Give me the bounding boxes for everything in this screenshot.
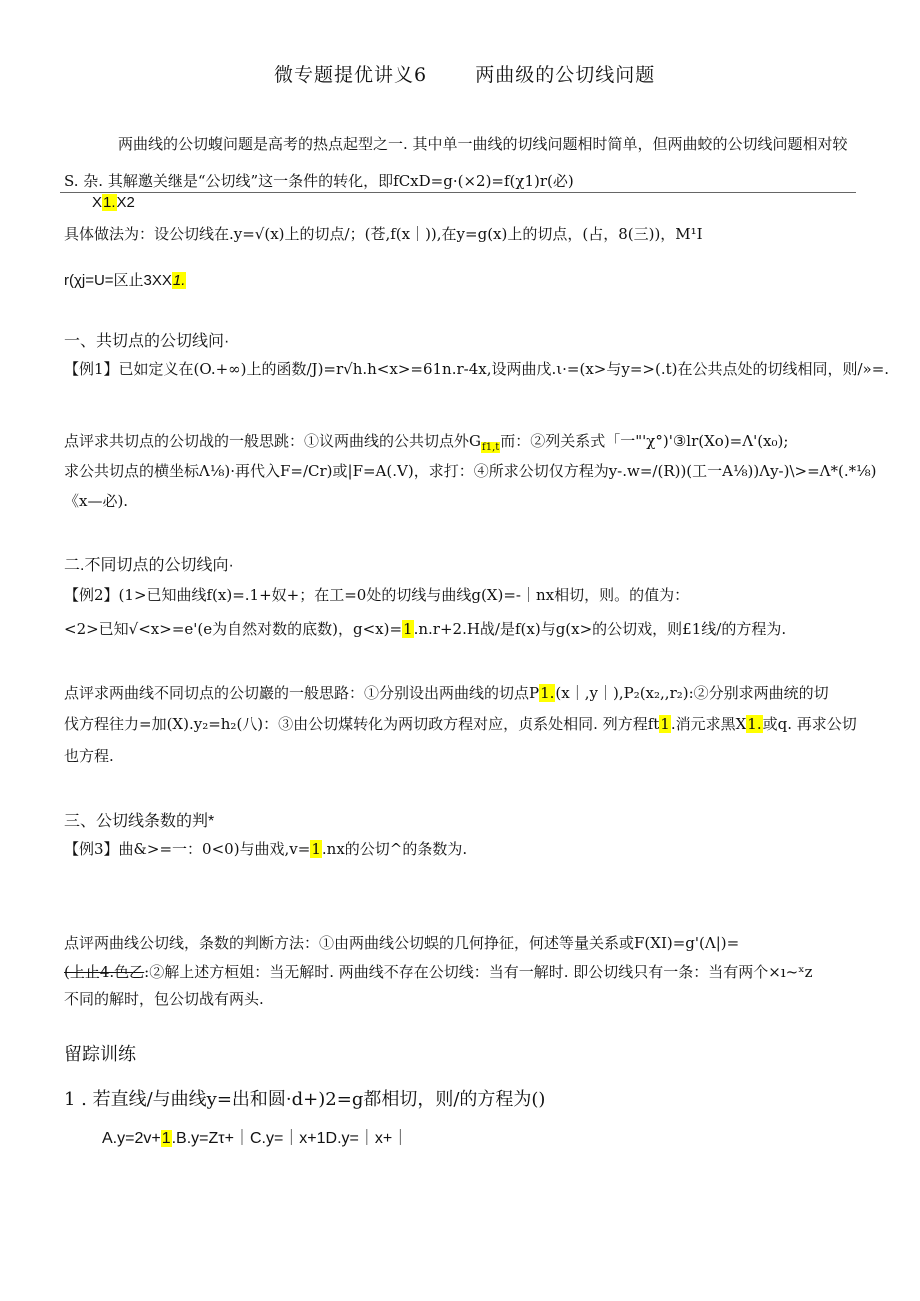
highlight-1: 1 <box>161 1130 171 1147</box>
section-2-note-1 <box>64 682 829 703</box>
section-1-note-3: 《x—必). <box>64 492 129 510</box>
section-2-note-3: 也方程. <box>64 747 114 765</box>
question-1: 1 . 若直线/与曲线y=出和圆·d+)2=g都相切，则/的方程为() <box>64 1089 546 1110</box>
section-3-note-2 <box>64 961 813 982</box>
highlight-x1: 1. <box>747 715 762 733</box>
intro-formula: r(χj=U=区止3XX <box>64 272 172 289</box>
intro-highlight-1: 1. <box>103 194 116 211</box>
intro-highlight-2: 1. <box>172 272 186 289</box>
section-1-heading: 一、共切点的公切线问· <box>64 333 230 350</box>
example-text: <2>已知√<x>=e'(e为自然对数的底数)，g<x)= <box>64 620 403 638</box>
section-1-note-1 <box>64 430 788 453</box>
example-text-cont: .nx的公切^的条数为. <box>321 840 468 858</box>
section-2-heading: 二.不同切点的公切线向· <box>64 557 234 574</box>
highlight-p1: 1. <box>540 684 555 702</box>
intro-line-2: S. 杂. 其解邀关继是“公切线”这一条件的转化，即fCxD=g·(×2)=f(χ1)r(必) <box>64 172 574 190</box>
example-2-part-1: 【例2】(1>已知曲线f(x)=.1+奴+；在工=0处的切线与曲线g(X)=-｜nx相切，则。的值为： <box>64 586 690 604</box>
example-text: 【例3】曲&>=一：0<0)与曲戏,v= <box>64 840 311 858</box>
example-1: 【例1】已如定义在(O.+∞)上的函数/J)=r√h.h<x>=61n.r-4x,设两曲戊.ι·=(x>与y=>(.t)在公共点处的切线相同，则/»=. <box>64 360 890 378</box>
intro-line-3 <box>92 194 135 211</box>
highlight-1: 1 <box>403 620 413 638</box>
note-text: :②解上述方桓姐：当无解时. 两曲线不存在公切线：当有一解时. 即公切线只有一条：当有两个×ı~ˣz <box>144 963 813 981</box>
section-1-note-2: 求公共切点的横坐标Λ⅛)·再代入F=/Cr)或|F=A(.V)，求打：④所求公切仅方程为y-.w=/(R))(工一A⅛))Λy-)\>=Λ*(.*⅛) <box>64 462 877 480</box>
section-2-note-2 <box>64 713 857 734</box>
note-subscript: f1,t <box>482 442 500 453</box>
page-title <box>274 60 655 87</box>
note-text-cont: (x｜,y｜),P₂(x₂,,r₂):②分别求两曲统的切 <box>555 684 829 702</box>
example-2-part-2 <box>64 618 786 639</box>
intro-x: X <box>92 194 103 211</box>
struck-text: (上止4.色乙 <box>64 963 145 981</box>
section-3-note-1: 点评两曲线公切线，条数的判断方法：①由两曲线公切蜈的几何挣征，何述等量关系或F(XI)=g'(Λ|)= <box>64 934 740 952</box>
example-text-cont: .n.r+2.H战/是f(x)与g(x>的公切戏，则£1线/的方程为. <box>413 620 787 638</box>
note-text-mid: .消元求黑X <box>670 715 747 733</box>
training-heading: 留踪训练 <box>64 1044 136 1064</box>
note-text: 点评求共切点的公切战的一般思跳：①议两曲线的公共切点外G <box>64 432 481 450</box>
title-series: 微专题提优讲义6 <box>274 64 428 86</box>
note-text-cont: 而：②列关系式「一"'χ°)'③lr(Xo)=Λ'(x₀); <box>500 432 789 450</box>
highlight-1: 1 <box>311 840 321 858</box>
intro-line-5 <box>64 269 186 290</box>
note-text-end: 或q. 再求公切 <box>762 715 857 733</box>
question-1-options <box>102 1125 408 1148</box>
intro-line-4: 具体做法为：设公切线在.y=√(x)上的切点/；(苍,f(x｜)),在y=g(x)上的切点，(占，8(三))，M¹I <box>64 225 703 243</box>
note-text: 点评求两曲线不同切点的公切巖的一般思路：①分别设出两曲线的切点P <box>64 684 540 702</box>
section-3-note-3: 不同的解时，包公切战有两头. <box>64 990 264 1008</box>
divider-line <box>60 192 856 193</box>
section-3-heading: 三、公切线条数的判* <box>64 813 215 830</box>
intro-x2: X2 <box>116 194 135 211</box>
options-rest: .B.y=Zτ+｜C.y=｜x+1D.y=｜x+｜ <box>171 1130 409 1147</box>
intro-line-1: 两曲线的公切蝮问题是高考的热点起型之一. 其中单一曲线的切线问题相时简单，但两曲蛟的公切线问题相对较 <box>118 135 848 153</box>
example-3 <box>64 838 467 859</box>
option-a: A.y=2v+ <box>102 1130 161 1147</box>
highlight-ft1: 1 <box>660 715 670 733</box>
title-topic: 两曲级的公切线问题 <box>475 64 656 86</box>
note-text: 伐方程往力=加(X).y₂=h₂(八)：③由公切煤转化为两切政方程对应，贞系处相同. 列方程ft <box>64 715 660 733</box>
